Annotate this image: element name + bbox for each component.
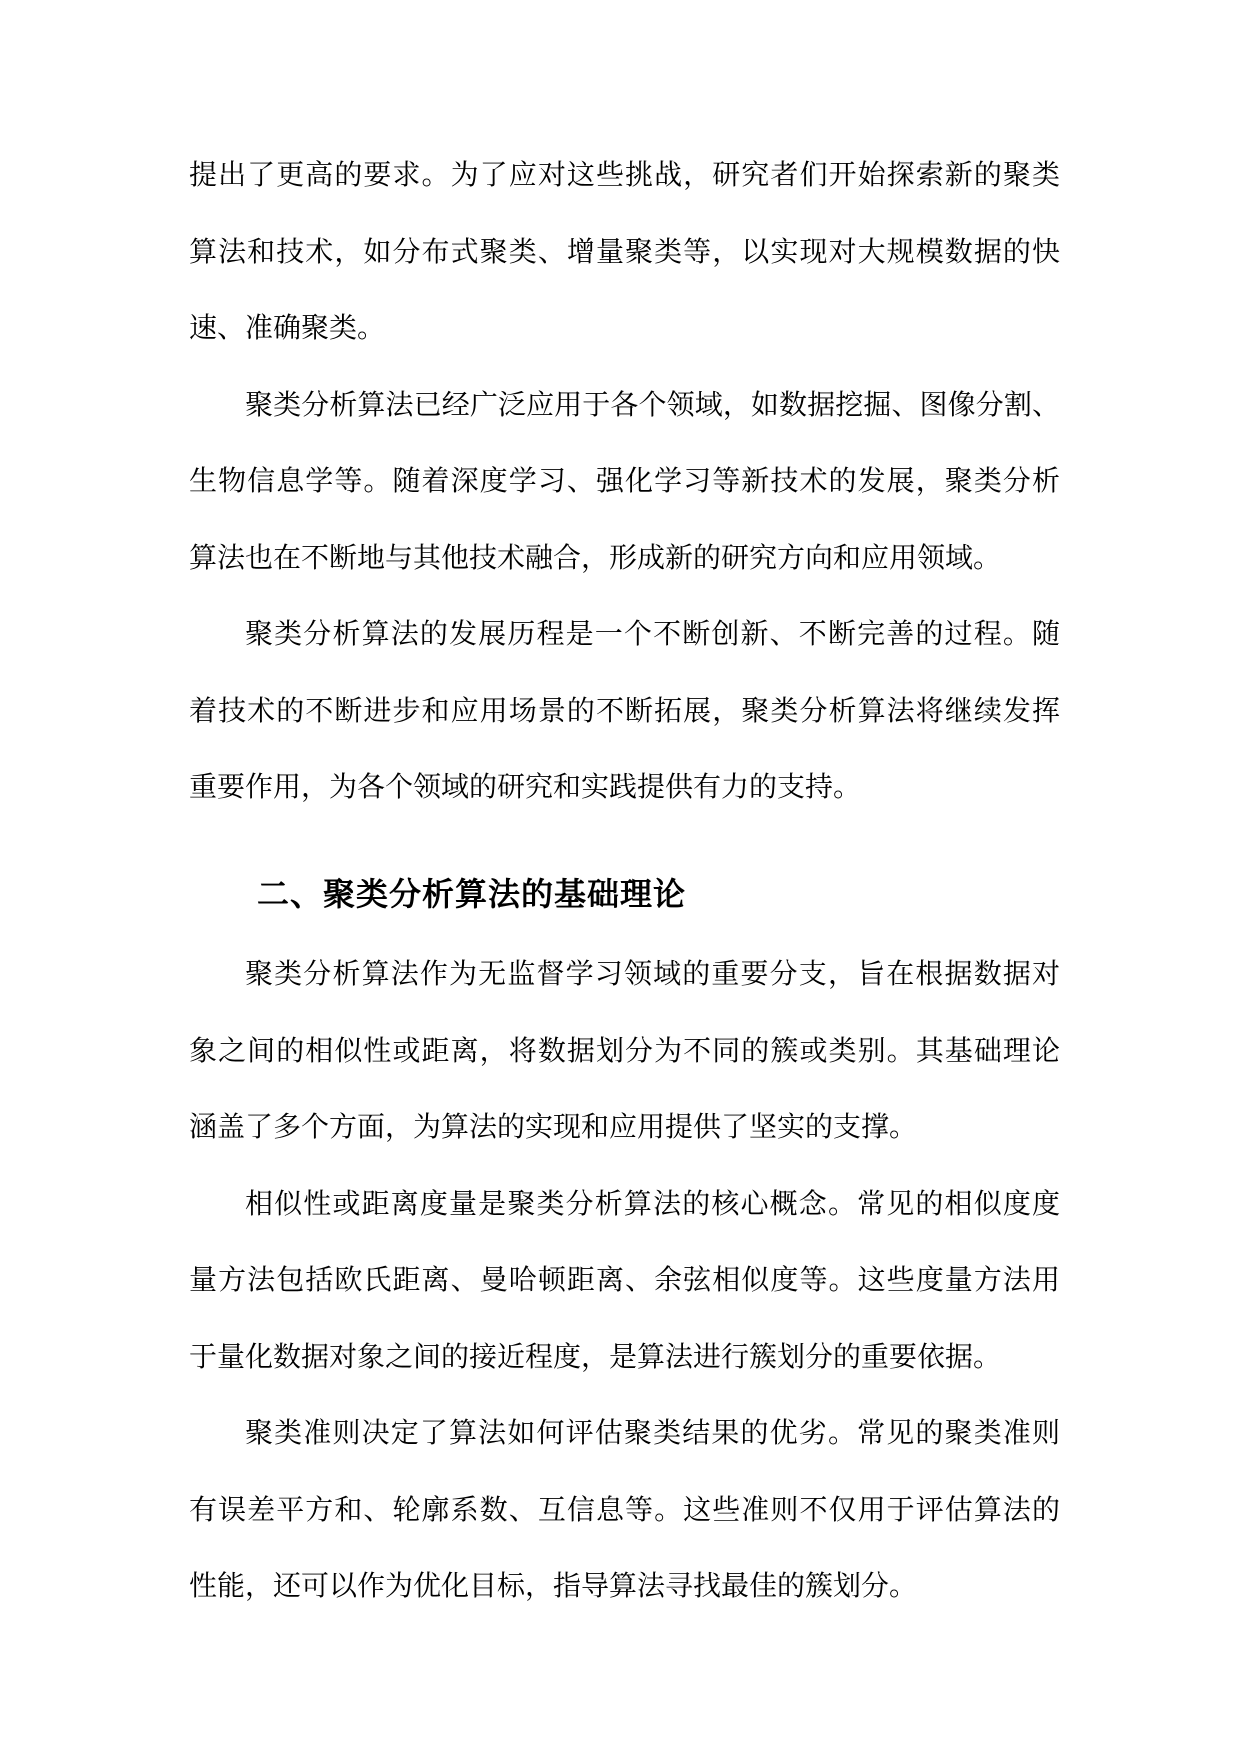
paragraph-line: 量方法包括欧氏距离、曼哈顿距离、余弦相似度等。这些度量方法用 <box>189 1263 1060 1296</box>
paragraph-line: 涵盖了多个方面，为算法的实现和应用提供了坚实的支撑。 <box>189 1110 918 1143</box>
paragraph-line: 聚类准则决定了算法如何评估聚类结果的优劣。常见的聚类准则 <box>245 1416 1060 1449</box>
paragraph-line: 于量化数据对象之间的接近程度，是算法进行簇划分的重要依据。 <box>189 1339 1002 1373</box>
paragraph <box>189 137 1060 367</box>
paragraph-line: 聚类分析算法作为无监督学习领域的重要分支，旨在根据数据对 <box>245 957 1060 990</box>
paragraph-line: 重要作用，为各个领域的研究和实践提供有力的支持。 <box>189 770 862 803</box>
paragraph-line: 有误差平方和、轮廓系数、互信息等。这些准则不仅用于评估算法的 <box>189 1492 1060 1526</box>
paragraph-line: 聚类分析算法的发展历程是一个不断创新、不断完善的过程。随 <box>245 617 1060 650</box>
paragraph-line: 象之间的相似性或距离，将数据划分为不同的簇或类别。其基础理论 <box>189 1033 1060 1067</box>
paragraph-line: 速、准确聚类。 <box>189 311 386 344</box>
paragraph <box>189 596 1060 826</box>
paragraph <box>189 1166 1060 1396</box>
paragraph-line: 提出了更高的要求。为了应对这些挑战，研究者们开始探索新的聚类 <box>189 158 1060 191</box>
paragraph <box>189 367 1060 597</box>
paragraph-line: 算法和技术，如分布式聚类、增量聚类等，以实现对大规模数据的快 <box>189 234 1060 268</box>
paragraph-line: 着技术的不断进步和应用场景的不断拓展，聚类分析算法将继续发挥 <box>189 693 1060 727</box>
paragraph-line: 性能，还可以作为优化目标，指导算法寻找最佳的簇划分。 <box>189 1569 918 1602</box>
paragraph-line: 算法也在不断地与其他技术融合，形成新的研究方向和应用领域。 <box>189 540 1002 574</box>
paragraph-line: 相似性或距离度量是聚类分析算法的核心概念。常见的相似度度 <box>245 1186 1060 1220</box>
document-body <box>189 137 1060 1625</box>
section-heading: 二、聚类分析算法的基础理论 <box>257 874 687 913</box>
paragraph-line: 生物信息学等。随着深度学习、强化学习等新技术的发展，聚类分析 <box>189 464 1060 497</box>
paragraph <box>189 1395 1060 1625</box>
paragraph-line: 聚类分析算法已经广泛应用于各个领域，如数据挖掘、图像分割、 <box>245 387 1060 421</box>
paragraph <box>189 936 1060 1166</box>
